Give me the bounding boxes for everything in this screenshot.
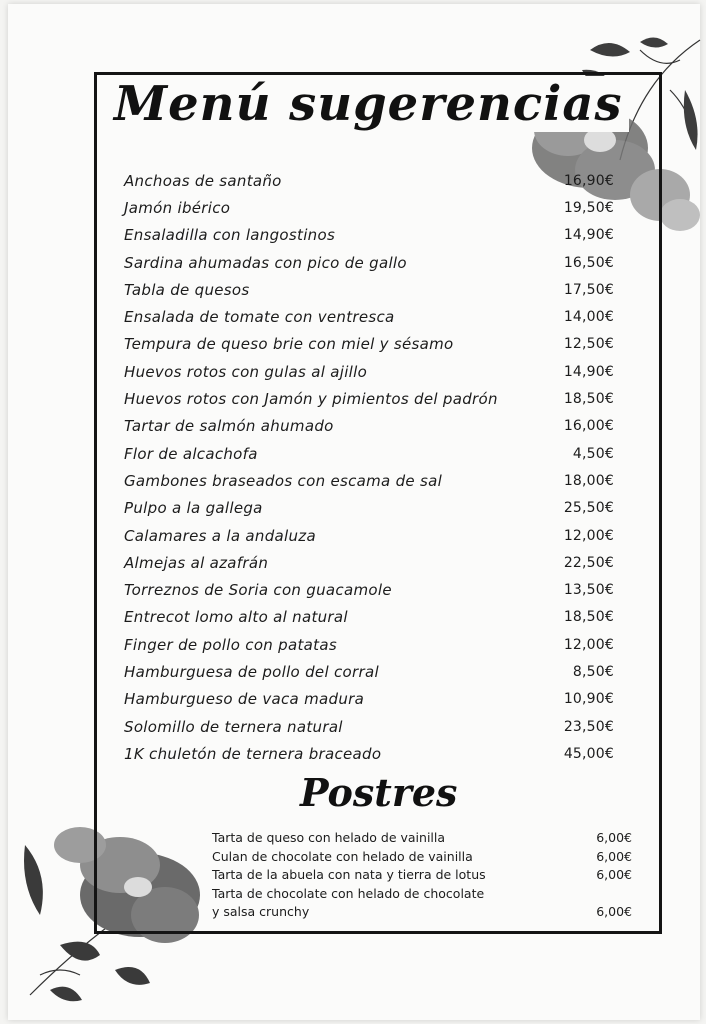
menu-item-name: Gambones braseados con escama de sal bbox=[124, 471, 443, 490]
menu-item-price: 19,50€ bbox=[563, 199, 614, 216]
menu-item bbox=[124, 495, 614, 522]
menu-item-price: 12,50€ bbox=[563, 336, 614, 353]
menu-item-name: Jamón ibérico bbox=[124, 198, 231, 217]
dessert-price: 6,00€ bbox=[596, 830, 632, 845]
menu-item bbox=[124, 303, 614, 330]
menu-item-price: 4,50€ bbox=[572, 445, 614, 462]
menu-item bbox=[124, 358, 614, 385]
menu-item-price: 14,90€ bbox=[563, 363, 614, 380]
menu-item-name: Torreznos de Soria con guacamole bbox=[124, 581, 392, 600]
menu-item-price: 16,50€ bbox=[563, 254, 614, 271]
menu-title: Menú sugerencias bbox=[108, 76, 629, 132]
menu-item-price: 25,50€ bbox=[563, 500, 614, 517]
menu-item bbox=[124, 385, 614, 412]
menu-item-price: 12,00€ bbox=[563, 636, 614, 653]
menu-item-name: Hamburguesa de pollo del corral bbox=[124, 662, 379, 681]
menu-item-price: 14,00€ bbox=[563, 309, 614, 326]
menu-item bbox=[124, 576, 614, 603]
menu-item bbox=[124, 413, 614, 440]
menu-item-name: Hamburgueso de vaca madura bbox=[124, 690, 365, 709]
menu-item-price: 23,50€ bbox=[563, 718, 614, 735]
menu-item-name: Tartar de salmón ahumado bbox=[124, 417, 334, 436]
menu-item-name: Flor de alcachofa bbox=[124, 444, 258, 463]
dessert-item bbox=[212, 885, 632, 922]
menu-item-name: Huevos rotos con gulas al ajillo bbox=[124, 362, 368, 381]
menu-item-price: 22,50€ bbox=[563, 554, 614, 571]
dessert-price: 6,00€ bbox=[596, 904, 632, 919]
menu-item bbox=[124, 631, 614, 658]
menu-item-name: Solomillo de ternera natural bbox=[124, 717, 343, 736]
menu-item-price: 13,50€ bbox=[563, 582, 614, 599]
dessert-name: Tarta de chocolate con helado de chocolate y salsa crunchy bbox=[212, 885, 485, 919]
menu-item-name: Calamares a la andaluza bbox=[124, 526, 316, 545]
menu-item-price: 10,90€ bbox=[563, 691, 614, 708]
menu-item-price: 8,50€ bbox=[572, 663, 614, 680]
dessert-item bbox=[212, 829, 632, 848]
menu-item-name: Sardina ahumadas con pico de gallo bbox=[124, 253, 407, 272]
menu-item-price: 17,50€ bbox=[563, 281, 614, 298]
menu-item bbox=[124, 194, 614, 221]
menu-item-price: 12,00€ bbox=[563, 527, 614, 544]
menu-item-price: 14,90€ bbox=[563, 227, 614, 244]
dessert-list bbox=[212, 829, 632, 922]
menu-item-name: Tabla de quesos bbox=[124, 280, 250, 299]
menu-item bbox=[124, 222, 614, 249]
menu-item-name: Ensalada de tomate con ventresca bbox=[124, 308, 395, 327]
menu-item-price: 18,50€ bbox=[563, 391, 614, 408]
menu-item bbox=[124, 713, 614, 740]
menu-item-price: 18,00€ bbox=[563, 472, 614, 489]
menu-item bbox=[124, 740, 614, 767]
menu-item-name: 1K chuletón de ternera braceado bbox=[124, 744, 382, 763]
dessert-name: Culan de chocolate con helado de vainilla bbox=[212, 848, 473, 864]
menu-item-name: Entrecot lomo alto al natural bbox=[124, 608, 348, 627]
menu-item-price: 16,90€ bbox=[563, 172, 614, 189]
menu-item bbox=[124, 686, 614, 713]
menu-item-name: Ensaladilla con langostinos bbox=[124, 226, 336, 245]
menu-item bbox=[124, 167, 614, 194]
menu-item-name: Tempura de queso brie con miel y sésamo bbox=[124, 335, 454, 354]
dessert-item bbox=[212, 866, 632, 885]
dessert-name: Tarta de la abuela con nata y tierra de lotus bbox=[212, 867, 486, 882]
dessert-price: 6,00€ bbox=[596, 867, 632, 882]
dessert-price: 6,00€ bbox=[596, 848, 632, 864]
menu-item bbox=[124, 276, 614, 303]
menu-item bbox=[124, 522, 614, 549]
menu-item bbox=[124, 658, 614, 685]
menu-item-name: Finger de pollo con patatas bbox=[124, 635, 337, 654]
menu-item-price: 18,50€ bbox=[563, 609, 614, 626]
menu-item bbox=[124, 249, 614, 276]
menu-item bbox=[124, 331, 614, 358]
menu-item bbox=[124, 467, 614, 494]
dessert-name: Tarta de queso con helado de vainilla bbox=[212, 830, 446, 845]
menu-item-name: Huevos rotos con Jamón y pimientos del padrón bbox=[124, 390, 498, 409]
menu-item-price: 45,00€ bbox=[563, 745, 614, 762]
menu-item-list bbox=[124, 167, 614, 768]
menu-item-price: 16,00€ bbox=[563, 418, 614, 435]
menu-item bbox=[124, 549, 614, 576]
menu-item bbox=[124, 604, 614, 631]
postres-title: Postres bbox=[300, 770, 458, 815]
menu-item bbox=[124, 440, 614, 467]
menu-item-name: Anchoas de santaño bbox=[124, 171, 282, 190]
dessert-item bbox=[212, 848, 632, 867]
menu-item-name: Almejas al azafrán bbox=[124, 553, 269, 572]
menu-item-name: Pulpo a la gallega bbox=[124, 499, 263, 518]
